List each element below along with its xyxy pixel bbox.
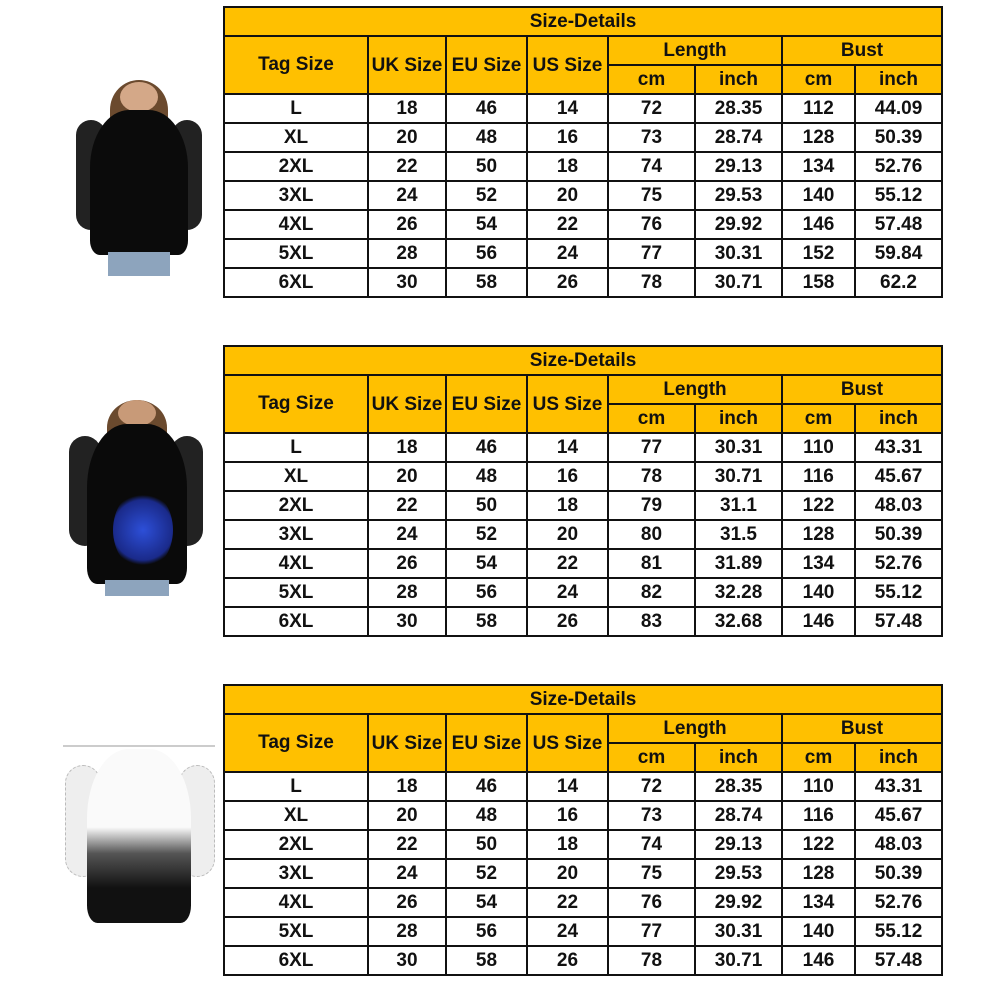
table-row (224, 239, 942, 268)
tag-size-cell: 5XL (224, 239, 368, 268)
length-cm-cell: 73 (608, 123, 695, 152)
length-inch-cell: 30.71 (695, 946, 782, 975)
table-row (224, 946, 942, 975)
length-inch-cell: 32.28 (695, 578, 782, 607)
length-inch-cell: 31.1 (695, 491, 782, 520)
eu-size-cell: 58 (446, 607, 527, 636)
table-row (224, 520, 942, 549)
tag-size-cell: XL (224, 462, 368, 491)
length-inch-cell: 29.13 (695, 830, 782, 859)
tag-size-cell: 5XL (224, 578, 368, 607)
table-title: Size-Details (224, 7, 942, 36)
bust-inch-cell: 50.39 (855, 123, 942, 152)
header-bust-cm: cm (782, 404, 855, 433)
header-length-cm: cm (608, 743, 695, 772)
size-details-table (223, 6, 943, 298)
us-size-cell: 18 (527, 152, 608, 181)
uk-size-cell: 30 (368, 607, 446, 636)
header-length: Length (608, 714, 782, 743)
product-photo-black-mesh-top (68, 80, 208, 276)
length-inch-cell: 32.68 (695, 607, 782, 636)
length-cm-cell: 76 (608, 210, 695, 239)
us-size-cell: 14 (527, 433, 608, 462)
tag-size-cell: L (224, 772, 368, 801)
uk-size-cell: 30 (368, 946, 446, 975)
bust-inch-cell: 59.84 (855, 239, 942, 268)
us-size-cell: 20 (527, 520, 608, 549)
table-row (224, 210, 942, 239)
bust-inch-cell: 45.67 (855, 801, 942, 830)
header-us-size: US Size (527, 714, 608, 772)
bust-inch-cell: 62.2 (855, 268, 942, 297)
us-size-cell: 24 (527, 578, 608, 607)
header-length-inch: inch (695, 743, 782, 772)
length-cm-cell: 78 (608, 268, 695, 297)
us-size-cell: 14 (527, 772, 608, 801)
header-bust-inch: inch (855, 404, 942, 433)
eu-size-cell: 54 (446, 549, 527, 578)
bust-inch-cell: 52.76 (855, 152, 942, 181)
tag-size-cell: 4XL (224, 888, 368, 917)
length-cm-cell: 72 (608, 772, 695, 801)
length-cm-cell: 75 (608, 859, 695, 888)
bust-inch-cell: 44.09 (855, 94, 942, 123)
eu-size-cell: 52 (446, 181, 527, 210)
uk-size-cell: 28 (368, 239, 446, 268)
bust-inch-cell: 43.31 (855, 433, 942, 462)
header-length: Length (608, 375, 782, 404)
length-cm-cell: 77 (608, 433, 695, 462)
length-inch-cell: 31.89 (695, 549, 782, 578)
table-row (224, 888, 942, 917)
tag-size-cell: 4XL (224, 210, 368, 239)
length-cm-cell: 79 (608, 491, 695, 520)
bust-inch-cell: 55.12 (855, 578, 942, 607)
us-size-cell: 26 (527, 268, 608, 297)
bust-inch-cell: 55.12 (855, 917, 942, 946)
length-inch-cell: 30.71 (695, 268, 782, 297)
bust-inch-cell: 52.76 (855, 549, 942, 578)
bust-inch-cell: 43.31 (855, 772, 942, 801)
length-cm-cell: 74 (608, 152, 695, 181)
table-row (224, 181, 942, 210)
bust-cm-cell: 134 (782, 888, 855, 917)
header-us-size: US Size (527, 36, 608, 94)
table-row (224, 462, 942, 491)
table-row (224, 830, 942, 859)
tag-size-cell: 3XL (224, 181, 368, 210)
us-size-cell: 24 (527, 917, 608, 946)
length-inch-cell: 30.31 (695, 239, 782, 268)
length-inch-cell: 29.92 (695, 888, 782, 917)
eu-size-cell: 46 (446, 433, 527, 462)
us-size-cell: 14 (527, 94, 608, 123)
bust-inch-cell: 52.76 (855, 888, 942, 917)
us-size-cell: 16 (527, 462, 608, 491)
us-size-cell: 26 (527, 946, 608, 975)
bust-cm-cell: 112 (782, 94, 855, 123)
bust-inch-cell: 57.48 (855, 946, 942, 975)
uk-size-cell: 26 (368, 210, 446, 239)
length-cm-cell: 80 (608, 520, 695, 549)
table-row (224, 94, 942, 123)
uk-size-cell: 28 (368, 917, 446, 946)
uk-size-cell: 26 (368, 888, 446, 917)
header-eu-size: EU Size (446, 714, 527, 772)
size-details-table (223, 345, 943, 637)
uk-size-cell: 22 (368, 830, 446, 859)
eu-size-cell: 58 (446, 946, 527, 975)
eu-size-cell: 52 (446, 520, 527, 549)
length-inch-cell: 29.53 (695, 181, 782, 210)
bust-cm-cell: 152 (782, 239, 855, 268)
length-cm-cell: 78 (608, 462, 695, 491)
length-cm-cell: 73 (608, 801, 695, 830)
header-bust: Bust (782, 714, 942, 743)
length-inch-cell: 31.5 (695, 520, 782, 549)
us-size-cell: 18 (527, 491, 608, 520)
bust-cm-cell: 116 (782, 801, 855, 830)
uk-size-cell: 30 (368, 268, 446, 297)
us-size-cell: 20 (527, 181, 608, 210)
tag-size-cell: 6XL (224, 268, 368, 297)
length-cm-cell: 77 (608, 917, 695, 946)
eu-size-cell: 54 (446, 210, 527, 239)
uk-size-cell: 18 (368, 772, 446, 801)
eu-size-cell: 46 (446, 94, 527, 123)
header-row (224, 375, 942, 404)
header-bust-inch: inch (855, 743, 942, 772)
eu-size-cell: 58 (446, 268, 527, 297)
length-inch-cell: 29.13 (695, 152, 782, 181)
product-photo-blue-floral-top (63, 400, 209, 596)
eu-size-cell: 50 (446, 830, 527, 859)
uk-size-cell: 18 (368, 94, 446, 123)
eu-size-cell: 48 (446, 801, 527, 830)
header-eu-size: EU Size (446, 36, 527, 94)
uk-size-cell: 18 (368, 433, 446, 462)
bust-cm-cell: 134 (782, 549, 855, 578)
length-cm-cell: 75 (608, 181, 695, 210)
uk-size-cell: 22 (368, 491, 446, 520)
table-title-row (224, 685, 942, 714)
length-cm-cell: 77 (608, 239, 695, 268)
header-bust: Bust (782, 375, 942, 404)
bust-cm-cell: 110 (782, 772, 855, 801)
us-size-cell: 18 (527, 830, 608, 859)
bust-cm-cell: 146 (782, 210, 855, 239)
table-row (224, 268, 942, 297)
table-row (224, 578, 942, 607)
uk-size-cell: 24 (368, 520, 446, 549)
us-size-cell: 20 (527, 859, 608, 888)
header-uk-size: UK Size (368, 714, 446, 772)
product-photo-white-lace-top (63, 745, 215, 923)
tag-size-cell: XL (224, 123, 368, 152)
bust-inch-cell: 45.67 (855, 462, 942, 491)
header-length-inch: inch (695, 404, 782, 433)
us-size-cell: 16 (527, 123, 608, 152)
table-title-row (224, 346, 942, 375)
eu-size-cell: 56 (446, 578, 527, 607)
length-cm-cell: 76 (608, 888, 695, 917)
tag-size-cell: 4XL (224, 549, 368, 578)
length-inch-cell: 29.53 (695, 859, 782, 888)
bust-cm-cell: 122 (782, 491, 855, 520)
bust-cm-cell: 140 (782, 181, 855, 210)
bust-cm-cell: 146 (782, 946, 855, 975)
us-size-cell: 22 (527, 888, 608, 917)
table-title-row (224, 7, 942, 36)
length-cm-cell: 82 (608, 578, 695, 607)
length-cm-cell: 74 (608, 830, 695, 859)
table-row (224, 772, 942, 801)
table-row (224, 859, 942, 888)
tag-size-cell: 6XL (224, 946, 368, 975)
length-inch-cell: 28.74 (695, 801, 782, 830)
table-row (224, 491, 942, 520)
bust-cm-cell: 140 (782, 917, 855, 946)
header-tag-size: Tag Size (224, 375, 368, 433)
bust-cm-cell: 128 (782, 859, 855, 888)
tag-size-cell: 2XL (224, 830, 368, 859)
tag-size-cell: 3XL (224, 520, 368, 549)
bust-cm-cell: 122 (782, 830, 855, 859)
bust-cm-cell: 128 (782, 123, 855, 152)
eu-size-cell: 46 (446, 772, 527, 801)
us-size-cell: 22 (527, 210, 608, 239)
size-details-table (223, 684, 943, 976)
length-cm-cell: 81 (608, 549, 695, 578)
uk-size-cell: 24 (368, 859, 446, 888)
us-size-cell: 16 (527, 801, 608, 830)
bust-cm-cell: 128 (782, 520, 855, 549)
bust-cm-cell: 110 (782, 433, 855, 462)
table-row (224, 607, 942, 636)
length-cm-cell: 72 (608, 94, 695, 123)
tag-size-cell: 3XL (224, 859, 368, 888)
uk-size-cell: 20 (368, 462, 446, 491)
header-row (224, 36, 942, 65)
tag-size-cell: 2XL (224, 152, 368, 181)
bust-inch-cell: 57.48 (855, 210, 942, 239)
length-cm-cell: 78 (608, 946, 695, 975)
table-title: Size-Details (224, 346, 942, 375)
bust-inch-cell: 48.03 (855, 830, 942, 859)
header-length-inch: inch (695, 65, 782, 94)
length-inch-cell: 30.71 (695, 462, 782, 491)
header-length-cm: cm (608, 404, 695, 433)
bust-inch-cell: 55.12 (855, 181, 942, 210)
uk-size-cell: 28 (368, 578, 446, 607)
us-size-cell: 26 (527, 607, 608, 636)
bust-cm-cell: 146 (782, 607, 855, 636)
header-us-size: US Size (527, 375, 608, 433)
table-row (224, 917, 942, 946)
eu-size-cell: 50 (446, 491, 527, 520)
uk-size-cell: 24 (368, 181, 446, 210)
bust-inch-cell: 48.03 (855, 491, 942, 520)
bust-cm-cell: 140 (782, 578, 855, 607)
bust-inch-cell: 50.39 (855, 859, 942, 888)
uk-size-cell: 22 (368, 152, 446, 181)
tag-size-cell: L (224, 94, 368, 123)
tag-size-cell: 6XL (224, 607, 368, 636)
tag-size-cell: L (224, 433, 368, 462)
table-row (224, 433, 942, 462)
header-uk-size: UK Size (368, 36, 446, 94)
bust-cm-cell: 116 (782, 462, 855, 491)
eu-size-cell: 52 (446, 859, 527, 888)
eu-size-cell: 48 (446, 462, 527, 491)
length-inch-cell: 30.31 (695, 433, 782, 462)
table-row (224, 123, 942, 152)
header-bust: Bust (782, 36, 942, 65)
table-title: Size-Details (224, 685, 942, 714)
header-uk-size: UK Size (368, 375, 446, 433)
tag-size-cell: 5XL (224, 917, 368, 946)
us-size-cell: 24 (527, 239, 608, 268)
header-tag-size: Tag Size (224, 714, 368, 772)
header-bust-inch: inch (855, 65, 942, 94)
table-row (224, 801, 942, 830)
tag-size-cell: 2XL (224, 491, 368, 520)
uk-size-cell: 20 (368, 123, 446, 152)
header-tag-size: Tag Size (224, 36, 368, 94)
length-inch-cell: 28.35 (695, 772, 782, 801)
uk-size-cell: 26 (368, 549, 446, 578)
eu-size-cell: 56 (446, 239, 527, 268)
header-length-cm: cm (608, 65, 695, 94)
length-inch-cell: 28.35 (695, 94, 782, 123)
uk-size-cell: 20 (368, 801, 446, 830)
length-inch-cell: 30.31 (695, 917, 782, 946)
length-cm-cell: 83 (608, 607, 695, 636)
eu-size-cell: 48 (446, 123, 527, 152)
header-bust-cm: cm (782, 65, 855, 94)
table-row (224, 152, 942, 181)
eu-size-cell: 50 (446, 152, 527, 181)
eu-size-cell: 56 (446, 917, 527, 946)
header-length: Length (608, 36, 782, 65)
eu-size-cell: 54 (446, 888, 527, 917)
bust-inch-cell: 50.39 (855, 520, 942, 549)
length-inch-cell: 28.74 (695, 123, 782, 152)
table-row (224, 549, 942, 578)
length-inch-cell: 29.92 (695, 210, 782, 239)
header-eu-size: EU Size (446, 375, 527, 433)
bust-cm-cell: 158 (782, 268, 855, 297)
us-size-cell: 22 (527, 549, 608, 578)
bust-cm-cell: 134 (782, 152, 855, 181)
header-bust-cm: cm (782, 743, 855, 772)
header-row (224, 714, 942, 743)
tag-size-cell: XL (224, 801, 368, 830)
bust-inch-cell: 57.48 (855, 607, 942, 636)
